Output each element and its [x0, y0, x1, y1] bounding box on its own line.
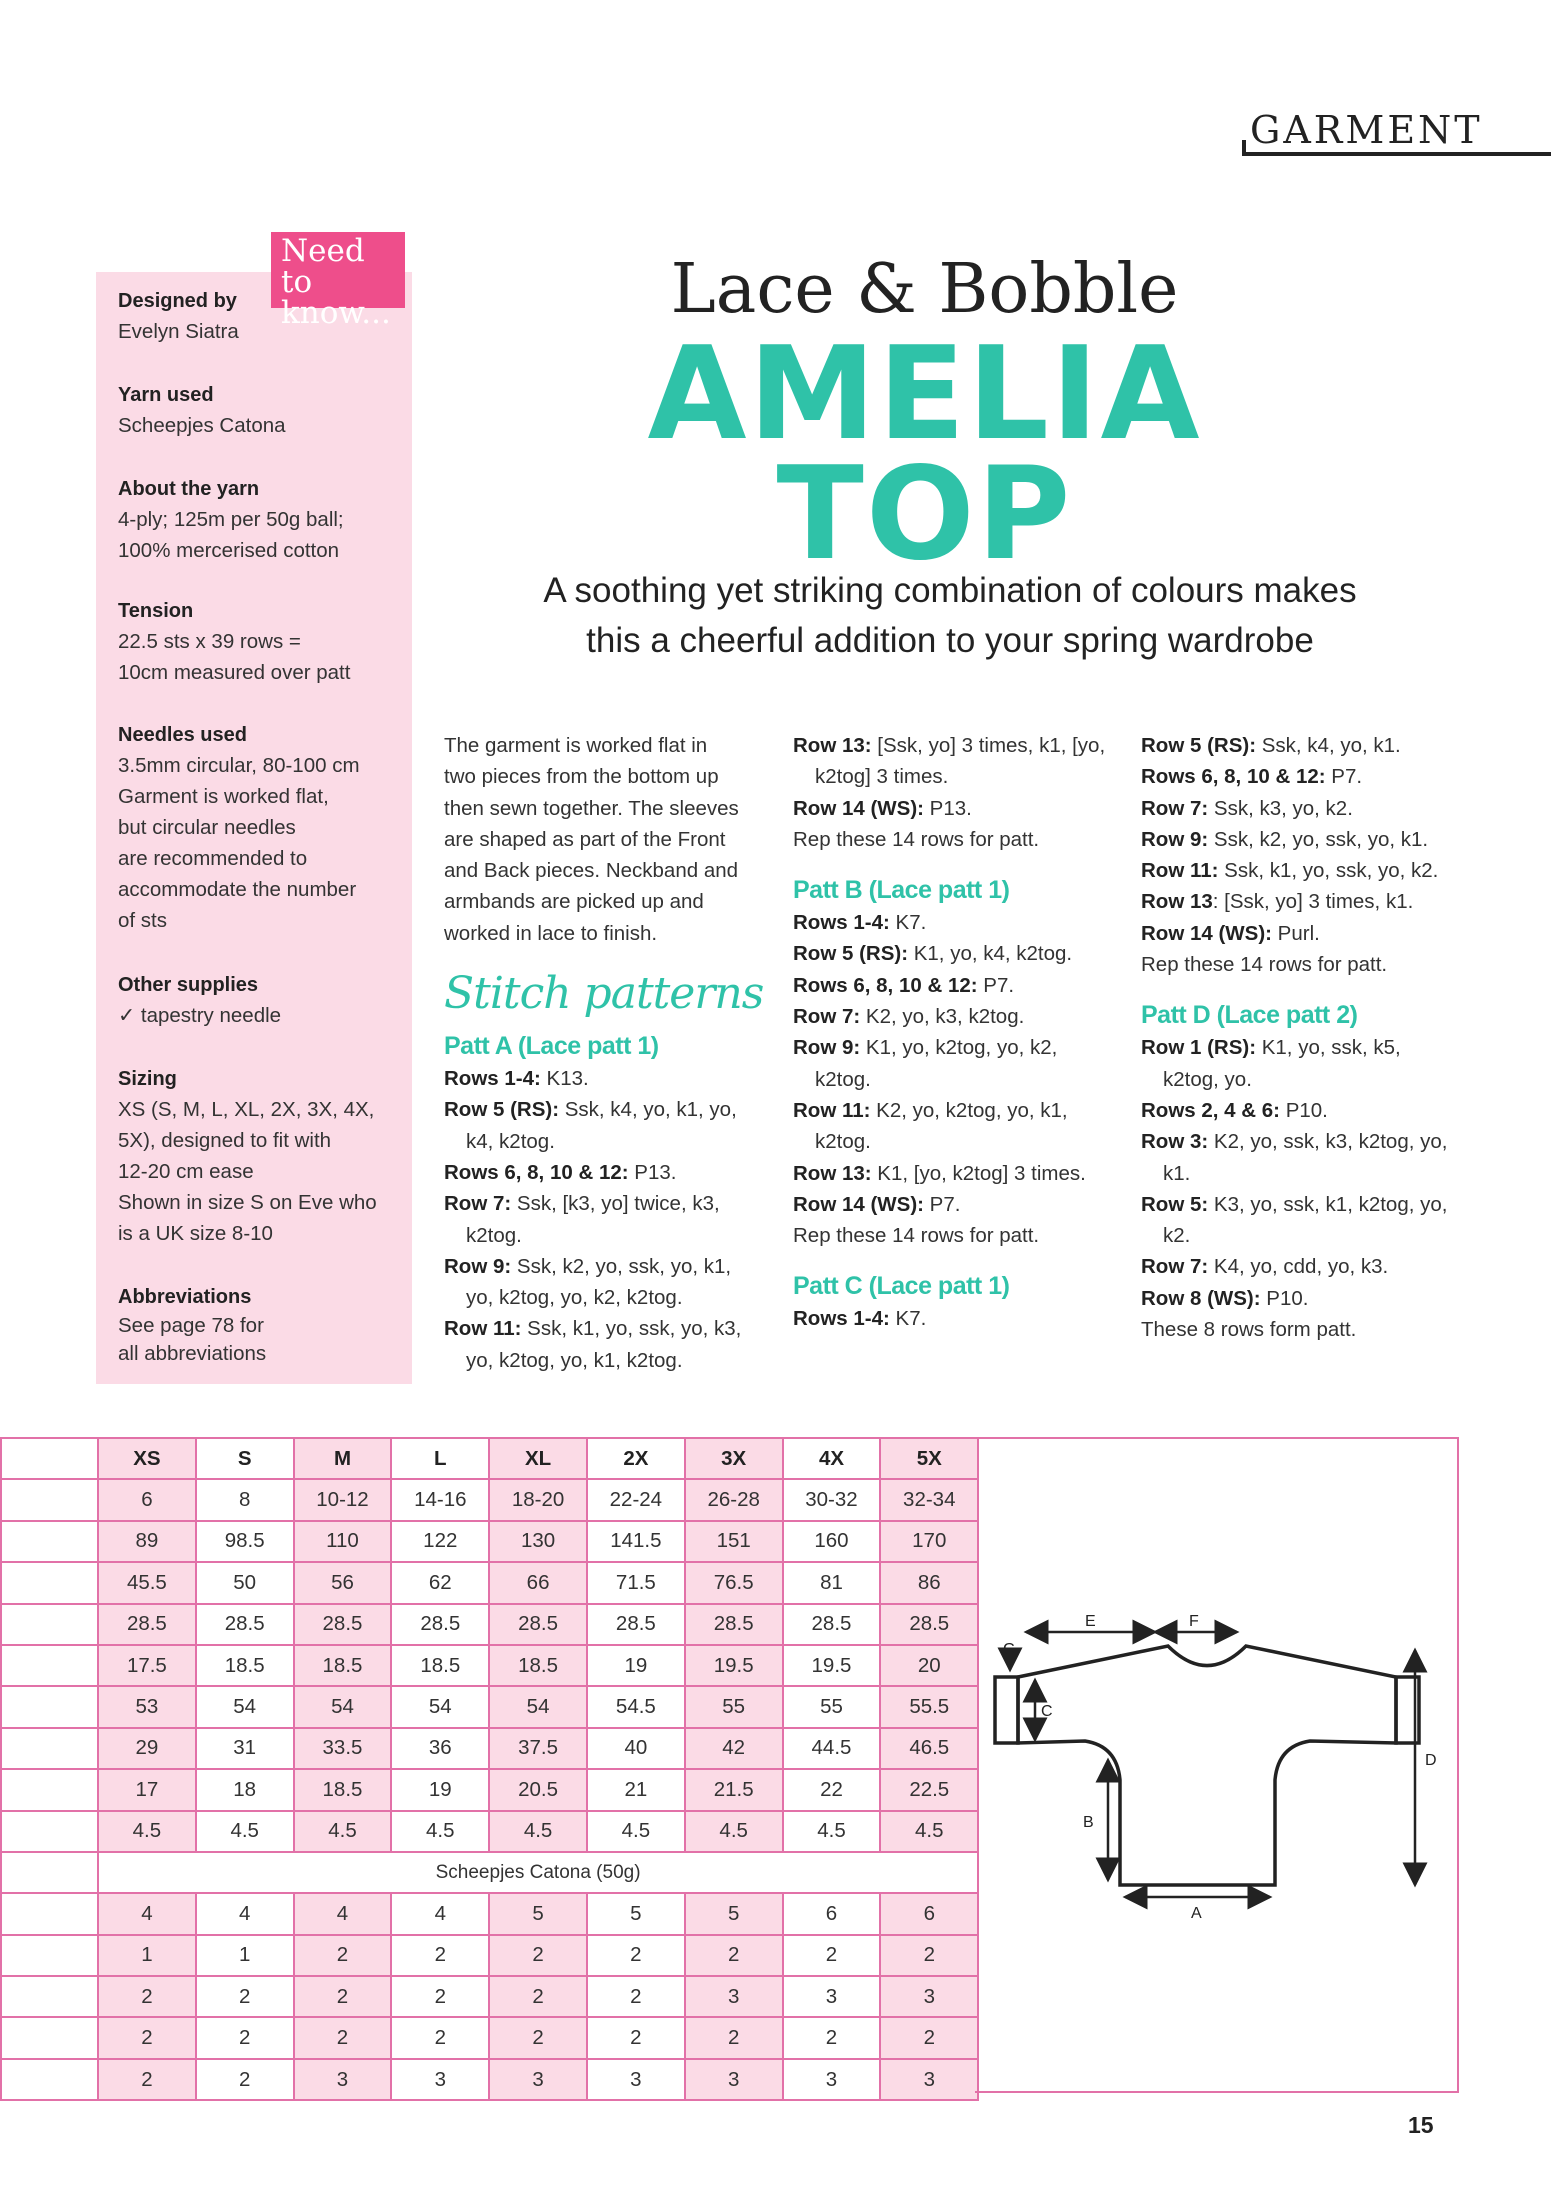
table-cell: 2 [391, 1935, 489, 1976]
table-cell: 71.5 [587, 1562, 685, 1603]
table-cell: 160 [783, 1521, 881, 1562]
pattern-row: Row 5 (RS): K1, yo, k4, k2tog. [793, 942, 1073, 966]
table-cell: 55.5 [880, 1686, 978, 1727]
pattern-row: Rep these 14 rows for patt. [793, 1224, 1040, 1248]
title-subtitle: Lace & Bobble [670, 250, 1179, 329]
table-cell: 86 [880, 1562, 978, 1603]
abbreviations-block [118, 1282, 408, 1368]
table-cell: 2 [196, 2059, 294, 2100]
pattern-row: Row 7: Ssk, [k3, yo] twice, k3, k2tog. [444, 1192, 720, 1247]
tension-label: Tension [118, 600, 194, 622]
pattern-row: Row 7: K4, yo, cdd, yo, k3. [1141, 1255, 1389, 1279]
row-label-cell [1, 1769, 98, 1810]
table-cell: 6 [880, 1893, 978, 1934]
table-cell: 5X [880, 1438, 978, 1479]
table-cell: 2 [783, 1935, 881, 1976]
table-cell: 40 [587, 1728, 685, 1769]
diagram-label-b: B [1083, 1814, 1094, 1831]
needles-line: accommodate the number [118, 878, 357, 901]
row-label-cell [1, 1645, 98, 1686]
table-cell: 4.5 [880, 1811, 978, 1852]
table-cell: 4.5 [98, 1811, 196, 1852]
table-cell: 45.5 [98, 1562, 196, 1603]
table-cell: 18.5 [294, 1645, 392, 1686]
table-cell: XS [98, 1438, 196, 1479]
intro-line: The garment is worked flat in [444, 734, 708, 757]
table-cell: 2 [685, 1935, 783, 1976]
table-cell: 2 [587, 1976, 685, 2017]
table-cell: 81 [783, 1562, 881, 1603]
table-cell: 28.5 [685, 1604, 783, 1645]
sizing-line: Shown in size S on Eve who [118, 1191, 377, 1214]
pattern-row: Rows 1-4: K7. [793, 1307, 927, 1331]
table-cell: 55 [685, 1686, 783, 1727]
table-cell: 22-24 [587, 1479, 685, 1520]
table-row [1, 1893, 978, 1934]
table-cell: 55 [783, 1686, 881, 1727]
pattern-row: Row 7: Ssk, k3, yo, k2. [1141, 796, 1353, 820]
pattern-row: Row 14 (WS): Purl. [1141, 921, 1320, 945]
table-cell: 2 [783, 2017, 881, 2058]
table-cell: 2 [587, 1935, 685, 1976]
table-cell: 98.5 [196, 1521, 294, 1562]
standfirst-line: this a cheerful addition to your spring wardrobe [586, 621, 1314, 660]
table-cell: 4.5 [685, 1811, 783, 1852]
pattern-row: Rows 6, 8, 10 & 12: P7. [1141, 765, 1363, 789]
table-cell: 53 [98, 1686, 196, 1727]
sizing-line: XS (S, M, L, XL, 2X, 3X, 4X, [118, 1098, 375, 1121]
table-cell: 44.5 [783, 1728, 881, 1769]
pattern-row: Row 13: [Ssk, yo] 3 times, k1. [1141, 890, 1414, 914]
table-cell: 3X [685, 1438, 783, 1479]
garment-outline [995, 1646, 1419, 1885]
table-cell: 122 [391, 1521, 489, 1562]
table-cell: 3 [783, 2059, 881, 2100]
table-cell: XL [489, 1438, 587, 1479]
table-cell: 4 [98, 1893, 196, 1934]
pattern-row: Row 11: Ssk, k1, yo, ssk, yo, k3, yo, k2tog, yo, k1, k2tog. [444, 1317, 742, 1372]
table-cell: 18 [196, 1769, 294, 1810]
table-cell: 20 [880, 1645, 978, 1686]
pattern-row: Row 8 (WS): P10. [1141, 1286, 1309, 1310]
badge-line-1: Need to [281, 233, 365, 300]
table-cell: 2 [489, 1935, 587, 1976]
table-cell: 33.5 [294, 1728, 392, 1769]
patt-a-heading: Patt A (Lace patt 1) [444, 1032, 659, 1061]
table-row [1, 1645, 978, 1686]
table-row [1, 1769, 978, 1810]
standfirst-line: A soothing yet striking combination of colours makes [543, 571, 1357, 610]
table-cell: 2 [294, 2017, 392, 2058]
table-cell: 21 [587, 1769, 685, 1810]
sizing-block [118, 1064, 408, 1249]
table-cell: 2 [880, 1935, 978, 1976]
table-cell: 4.5 [391, 1811, 489, 1852]
table-cell: 54 [294, 1686, 392, 1727]
tension-block [118, 596, 408, 688]
row-label-cell [1, 1852, 98, 1893]
badge-line-2: know... [281, 295, 391, 331]
table-row [1, 1479, 978, 1520]
table-cell: 5 [685, 1893, 783, 1934]
tension-line: 10cm measured over patt [118, 661, 351, 684]
table-cell: 19 [391, 1769, 489, 1810]
table-cell: 18.5 [196, 1645, 294, 1686]
abbreviations-label: Abbreviations [118, 1286, 252, 1308]
needles-line: but circular needles [118, 816, 296, 839]
table-cell: 36 [391, 1728, 489, 1769]
table-cell: 14-16 [391, 1479, 489, 1520]
table-cell: 50 [196, 1562, 294, 1603]
standfirst [520, 566, 1380, 666]
row-label-cell [1, 1811, 98, 1852]
table-cell: 2 [391, 1976, 489, 2017]
table-cell: S [196, 1438, 294, 1479]
pattern-row: Row 5 (RS): Ssk, k4, yo, k1. [1141, 734, 1401, 757]
diagram-label-g: G [1003, 1641, 1016, 1658]
table-cell: 4.5 [783, 1811, 881, 1852]
pattern-row: Row 14 (WS): P7. [793, 1192, 961, 1216]
table-cell: 19 [587, 1645, 685, 1686]
pattern-row: Row 5 (RS): Ssk, k4, yo, k1, yo, k4, k2tog. [444, 1098, 737, 1153]
pattern-row: Row 9: Ssk, k2, yo, ssk, yo, k1, yo, k2tog, yo, k2, k2tog. [444, 1254, 732, 1310]
needles-label: Needles used [118, 724, 247, 746]
table-cell: 56 [294, 1562, 392, 1603]
intro-line: and Back pieces. Neckband and [444, 859, 739, 883]
table-cell: 18.5 [391, 1645, 489, 1686]
table-cell: 18.5 [489, 1645, 587, 1686]
table-cell: 2 [196, 1976, 294, 2017]
pattern-row: Rep these 14 rows for patt. [793, 827, 1040, 851]
row-label-cell [1, 1728, 98, 1769]
table-cell: 54 [196, 1686, 294, 1727]
intro-line: two pieces from the bottom up [444, 765, 719, 789]
row-label-cell [1, 2017, 98, 2058]
table-cell: 17 [98, 1769, 196, 1810]
table-cell: 141.5 [587, 1521, 685, 1562]
table-cell: 54 [391, 1686, 489, 1727]
table-cell: 2 [98, 2059, 196, 2100]
pattern-row: Rows 6, 8, 10 & 12: P13. [444, 1160, 677, 1184]
table-cell: 151 [685, 1521, 783, 1562]
table-row [1, 1935, 978, 1976]
table-row [1, 1728, 978, 1769]
table-cell: 18-20 [489, 1479, 587, 1520]
diagram-label-d: D [1425, 1752, 1437, 1769]
table-cell: 3 [489, 2059, 587, 2100]
stitch-patterns-heading: Stitch patterns [444, 968, 764, 1020]
table-row [1, 1811, 978, 1852]
size-table [0, 1437, 979, 2101]
table-cell: 2 [196, 2017, 294, 2058]
table-cell: 5 [587, 1893, 685, 1934]
pattern-row: Row 14 (WS): P13. [793, 796, 972, 820]
table-row [1, 1604, 978, 1645]
pattern-row: Rows 1-4: K13. [444, 1067, 589, 1091]
pattern-row: Row 5: K3, yo, ssk, k1, k2tog, yo, k2. [1141, 1192, 1448, 1248]
table-cell: 28.5 [783, 1604, 881, 1645]
row-label-cell [1, 1604, 98, 1645]
about-yarn-line: 4-ply; 125m per 50g ball; [118, 508, 344, 531]
row-label-cell [1, 1521, 98, 1562]
table-cell: 19.5 [783, 1645, 881, 1686]
table-cell: M [294, 1438, 392, 1479]
table-row [1, 1521, 978, 1562]
needles-line: 3.5mm circular, 80-100 cm [118, 754, 360, 777]
table-cell: 2 [294, 1935, 392, 1976]
other-supplies-value: ✓ tapestry needle [118, 1004, 282, 1027]
table-cell: 2 [587, 2017, 685, 2058]
pattern-row: Row 3: K2, yo, ssk, k3, k2tog, yo, k1. [1141, 1130, 1448, 1185]
table-row [1, 1686, 978, 1727]
table-cell: 21.5 [685, 1769, 783, 1810]
table-cell: 6 [783, 1893, 881, 1934]
table-cell: 62 [391, 1562, 489, 1603]
diagram-label-c: C [1041, 1703, 1053, 1720]
abbreviations-line: all abbreviations [118, 1342, 267, 1365]
table-cell: 76.5 [685, 1562, 783, 1603]
table-cell: 2 [489, 2017, 587, 2058]
table-cell: 28.5 [196, 1604, 294, 1645]
table-cell: 3 [880, 2059, 978, 2100]
table-cell: 4.5 [294, 1811, 392, 1852]
table-cell: 2 [294, 1976, 392, 2017]
sizing-line: 5X), designed to fit with [118, 1129, 332, 1152]
table-cell: 28.5 [587, 1604, 685, 1645]
table-cell: 2 [391, 2017, 489, 2058]
diagram-label-a: A [1191, 1905, 1202, 1922]
table-cell: 22 [783, 1769, 881, 1810]
table-cell: 30-32 [783, 1479, 881, 1520]
row-label-cell [1, 1438, 98, 1479]
pattern-row: Row 1 (RS): K1, yo, ssk, k5, k2tog, yo. [1141, 1036, 1401, 1091]
table-cell: 20.5 [489, 1769, 587, 1810]
yarn-used-value: Scheepjes Catona [118, 414, 286, 437]
row-label-cell [1, 2059, 98, 2100]
sizing-line: 12-20 cm ease [118, 1160, 254, 1183]
table-cell: 2 [489, 1976, 587, 2017]
table-cell: 32-34 [880, 1479, 978, 1520]
garment-schematic [975, 1600, 1455, 1930]
table-cell: 31 [196, 1728, 294, 1769]
section-label: GARMENT [1250, 108, 1483, 152]
table-cell: 110 [294, 1521, 392, 1562]
table-cell: 2 [98, 1976, 196, 2017]
needles-line: of sts [118, 909, 167, 932]
table-row [1, 1976, 978, 2017]
pattern-row: Row 11: Ssk, k1, yo, ssk, yo, k2. [1141, 859, 1439, 883]
pattern-row: Row 7: K2, yo, k3, k2tog. [793, 1005, 1025, 1029]
table-cell: 18.5 [294, 1769, 392, 1810]
sizing-label: Sizing [118, 1068, 177, 1090]
page-number: 15 [1408, 2112, 1434, 2138]
pattern-column-2 [793, 730, 1113, 1335]
abbreviations-line: See page 78 for [118, 1314, 264, 1337]
size-header-row [1, 1438, 978, 1479]
table-cell: 2 [98, 2017, 196, 2058]
table-cell: 2 [685, 2017, 783, 2058]
diagram-label-e: E [1085, 1613, 1096, 1630]
pattern-row: Row 13: K1, [yo, k2tog] 3 times. [793, 1161, 1086, 1185]
dimension-arrows [1010, 1632, 1415, 1897]
table-row [1, 2059, 978, 2100]
designed-by-value: Evelyn Siatra [118, 320, 239, 343]
table-cell: 54.5 [587, 1686, 685, 1727]
table-cell: 17.5 [98, 1645, 196, 1686]
table-cell: 8 [196, 1479, 294, 1520]
designed-by-label: Designed by [118, 290, 237, 312]
title-line-2: TOP [776, 440, 1073, 589]
yarn-label-row [1, 1852, 978, 1893]
needles-line: Garment is worked flat, [118, 785, 329, 808]
table-cell: 89 [98, 1521, 196, 1562]
pattern-row: These 8 rows form patt. [1141, 1318, 1357, 1342]
table-cell: 28.5 [294, 1604, 392, 1645]
table-cell: 28.5 [98, 1604, 196, 1645]
diagram-label-f: F [1189, 1613, 1199, 1630]
table-cell: 28.5 [880, 1604, 978, 1645]
pattern-row: Rows 1-4: K7. [793, 911, 927, 935]
table-cell: 10-12 [294, 1479, 392, 1520]
table-cell: 3 [880, 1976, 978, 2017]
other-supplies-block [118, 970, 408, 1031]
table-row [1, 1562, 978, 1603]
about-yarn-label: About the yarn [118, 478, 260, 500]
table-cell: 4 [294, 1893, 392, 1934]
table-cell: 29 [98, 1728, 196, 1769]
table-cell: 19.5 [685, 1645, 783, 1686]
yarn-used-label: Yarn used [118, 384, 214, 406]
row-label-cell [1, 1686, 98, 1727]
pattern-row: Rows 2, 4 & 6: P10. [1141, 1098, 1328, 1122]
table-cell: 5 [489, 1893, 587, 1934]
pattern-row: Rep these 14 rows for patt. [1141, 953, 1388, 977]
table-cell: 6 [98, 1479, 196, 1520]
table-cell: 28.5 [391, 1604, 489, 1645]
row-label-cell [1, 1893, 98, 1934]
section-rule-tick [1242, 140, 1246, 156]
tension-line: 22.5 sts x 39 rows = [118, 630, 301, 653]
row-label-cell [1, 1562, 98, 1603]
table-cell: 130 [489, 1521, 587, 1562]
patt-d-heading: Patt D (Lace patt 2) [1141, 1001, 1358, 1030]
table-cell: 3 [294, 2059, 392, 2100]
about-yarn-line: 100% mercerised cotton [118, 539, 340, 562]
pattern-row: Rows 6, 8, 10 & 12: P7. [793, 973, 1015, 997]
table-cell: 2 [880, 2017, 978, 2058]
table-row [1, 2017, 978, 2058]
other-supplies-label: Other supplies [118, 974, 259, 996]
yarn-label-cell: Scheepjes Catona (50g) [98, 1852, 978, 1893]
pattern-column-3 [1141, 730, 1461, 1345]
table-cell: 3 [685, 2059, 783, 2100]
pattern-column-1 [444, 730, 764, 1376]
needles-block [118, 720, 408, 936]
needles-line: are recommended to [118, 847, 308, 870]
pattern-row: Row 13: [Ssk, yo] 3 times, k1, [yo, k2tog] 3 times. [793, 734, 1106, 789]
row-label-cell [1, 1976, 98, 2017]
table-cell: 4 [391, 1893, 489, 1934]
section-rule [1242, 152, 1551, 156]
patt-c-heading: Patt C (Lace patt 1) [793, 1272, 1010, 1301]
table-cell: 46.5 [880, 1728, 978, 1769]
pattern-row: Row 9: Ssk, k2, yo, ssk, yo, k1. [1141, 827, 1429, 851]
intro-line: worked in lace to finish. [444, 921, 658, 945]
table-cell: L [391, 1438, 489, 1479]
table-cell: 2X [587, 1438, 685, 1479]
table-cell: 4X [783, 1438, 881, 1479]
table-cell: 3 [783, 1976, 881, 2017]
title-line-1: AMELIA [647, 320, 1202, 469]
row-label-cell [1, 1935, 98, 1976]
table-cell: 3 [391, 2059, 489, 2100]
intro-line: are shaped as part of the Front [444, 827, 726, 851]
row-label-cell [1, 1479, 98, 1520]
table-cell: 3 [587, 2059, 685, 2100]
table-cell: 1 [196, 1935, 294, 1976]
table-cell: 4.5 [587, 1811, 685, 1852]
sizing-line: is a UK size 8-10 [118, 1222, 273, 1245]
intro-line: armbands are picked up and [444, 890, 704, 914]
table-cell: 42 [685, 1728, 783, 1769]
table-cell: 3 [685, 1976, 783, 2017]
table-cell: 37.5 [489, 1728, 587, 1769]
table-cell: 170 [880, 1521, 978, 1562]
table-cell: 66 [489, 1562, 587, 1603]
table-cell: 1 [98, 1935, 196, 1976]
table-cell: 26-28 [685, 1479, 783, 1520]
pattern-row: Row 11: K2, yo, k2tog, yo, k1, k2tog. [793, 1098, 1068, 1154]
table-cell: 54 [489, 1686, 587, 1727]
intro-line: then sewn together. The sleeves [444, 796, 739, 820]
table-cell: 4 [196, 1893, 294, 1934]
pattern-row: Row 9: K1, yo, k2tog, yo, k2, k2tog. [793, 1036, 1058, 1091]
table-cell: 28.5 [489, 1604, 587, 1645]
table-cell: 22.5 [880, 1769, 978, 1810]
table-cell: 4.5 [489, 1811, 587, 1852]
table-cell: 4.5 [196, 1811, 294, 1852]
patt-b-heading: Patt B (Lace patt 1) [793, 876, 1010, 905]
